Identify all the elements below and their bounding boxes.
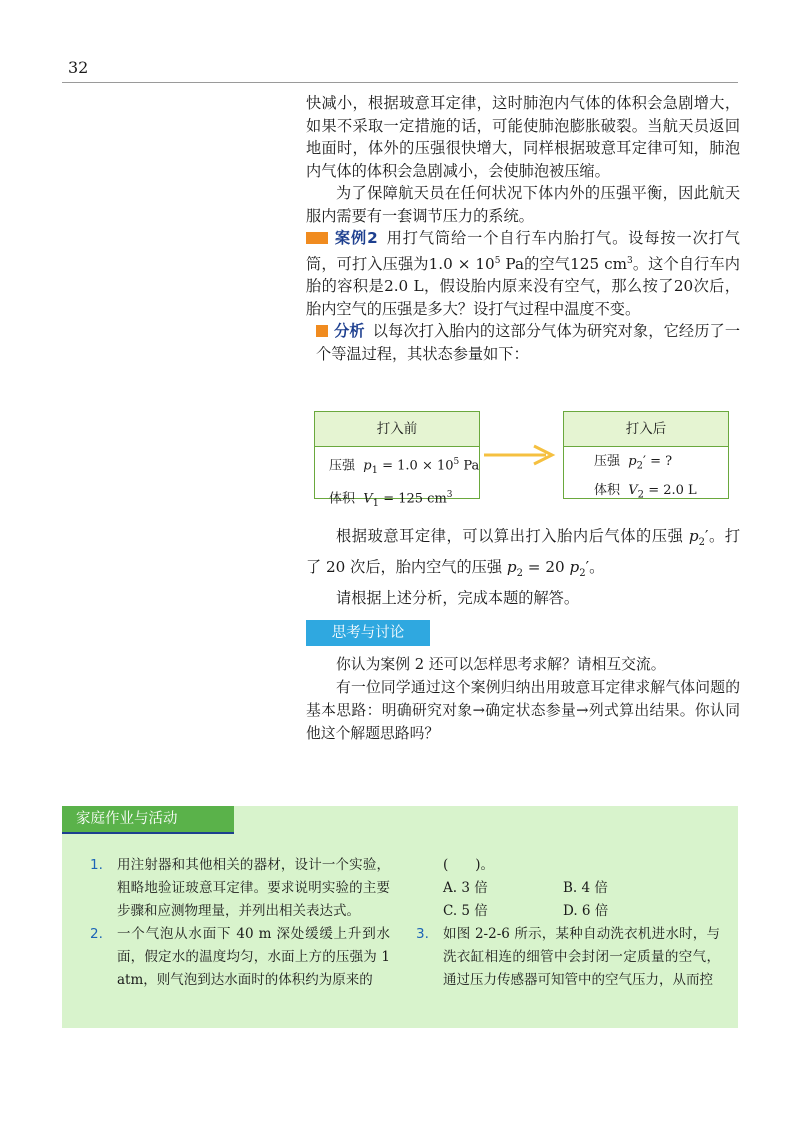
think-discuss-title: 思考与讨论 (306, 620, 430, 646)
paragraph-1: 快减小，根据玻意耳定律，这时肺泡内气体的体积会急剧增大，如果不采取一定措施的话，可能使肺泡膨胀破裂。当航天员返回地面时，体外的压强很快增大，同样根据玻意耳定律可知，肺泡内气体的体积会急剧减小，会使肺泡被压缩。 (306, 94, 740, 180)
think-question-1: 你认为案例 2 还可以怎样思考求解？请相互交流。 (336, 656, 666, 673)
after-box (563, 411, 729, 499)
case-label: 案例2 (334, 229, 378, 247)
after-volume: 体积 $V_2 = 2.0$ L (594, 482, 697, 501)
case-text-b: Pa的空气125 cm (500, 254, 627, 273)
analysis-marker (316, 325, 328, 337)
option-b: B. 4 倍 (563, 880, 608, 896)
case-exponent: 5 (494, 255, 501, 266)
after-pressure: 压强 $p_2'$ = ? (594, 454, 673, 472)
homework-left-column (90, 854, 390, 992)
homework-item-number: 2. (90, 926, 103, 942)
case-text-c: 。这个自行车内胎的容积是2.0 L，假设胎内原来没有空气，那么按了20次后，胎内空气的压强是多大？设打气过程中温度不变。 (306, 254, 740, 318)
option-d: D. 6 倍 (563, 903, 609, 919)
homework-title: 家庭作业与活动 (62, 806, 234, 832)
option-a: A. 3 倍 (443, 880, 488, 896)
homework-item-2 (90, 923, 390, 992)
homework-item-3 (416, 923, 720, 992)
homework-title-underline (62, 832, 234, 834)
instruction: 请根据上述分析，完成本题的解答。 (336, 589, 579, 608)
homework-item-text: 一个气泡从水面下 40 m 深处缓缓上升到水面，假定水的温度均匀，水面上方的压强为 1 atm，则气泡到达水面时的体积约为原来的 (117, 926, 390, 988)
case-exponent-2: 3 (626, 255, 633, 266)
case-marker (306, 232, 328, 244)
think-question-2: 有一位同学通过这个案例归纳出用玻意耳定律求解气体问题的基本思路：明确研究对象→确定状态参量→列式算出结果。你认同他这个解题思路吗？ (306, 679, 740, 742)
homework-options (416, 877, 720, 923)
homework-item-number: 1. (90, 857, 103, 873)
homework-right-column (416, 854, 720, 992)
before-box (314, 411, 480, 509)
analysis-label: 分析 (334, 322, 365, 341)
main-text (306, 92, 740, 365)
analysis-paragraph (306, 320, 740, 365)
homework-item-text: 用注射器和其他相关的器材，设计一个实验，粗略地验证玻意耳定律。要求说明实验的主要步骤和应测物理量，并列出相关表达式。 (117, 857, 390, 919)
page-number: 32 (68, 58, 89, 77)
homework-item-1 (90, 854, 390, 923)
homework-blank: ( )。 (443, 857, 495, 873)
conclusion-paragraph: 根据玻意耳定律，可以算出打入胎内后气体的压强 $p_2'$。打了 20 次后，胎内空气的压强 $p_2 = 20$ $p_2'$。 (306, 527, 741, 580)
before-pressure: 压强 $p_1 = 1.0 \times 10^5$ Pa (329, 457, 480, 476)
homework-item-number: 3. (416, 926, 429, 942)
paragraph-2: 为了保障航天员在任何状况下体内外的压强平衡，因此航天服内需要有一套调节压力的系统。 (306, 184, 740, 225)
before-volume: 体积 $V_1 = 125$ $cm^3$ (329, 489, 453, 509)
header-rule (62, 82, 738, 83)
case-text-a: 用打气筒给一个自行车内胎打气。设每按一次打气筒，可打入压强为1.0 × 10 (306, 229, 740, 273)
think-discuss-body (306, 653, 740, 745)
homework-item-text: 如图 2-2-6 所示，某种自动洗衣机进水时，与洗衣缸相连的细管中会封闭一定质量的空气，通过压力传感器可知管中的空气压力，从而控 (443, 926, 720, 988)
before-title: 打入前 (315, 412, 479, 447)
process-arrow (484, 444, 558, 466)
analysis-text: 以每次打入胎内的这部分气体为研究对象，它经历了一个等温过程，其状态参量如下： (316, 322, 741, 363)
after-title: 打入后 (564, 412, 728, 447)
option-c: C. 5 倍 (443, 903, 488, 919)
case-paragraph (306, 227, 740, 320)
conclusion-text (306, 524, 740, 610)
